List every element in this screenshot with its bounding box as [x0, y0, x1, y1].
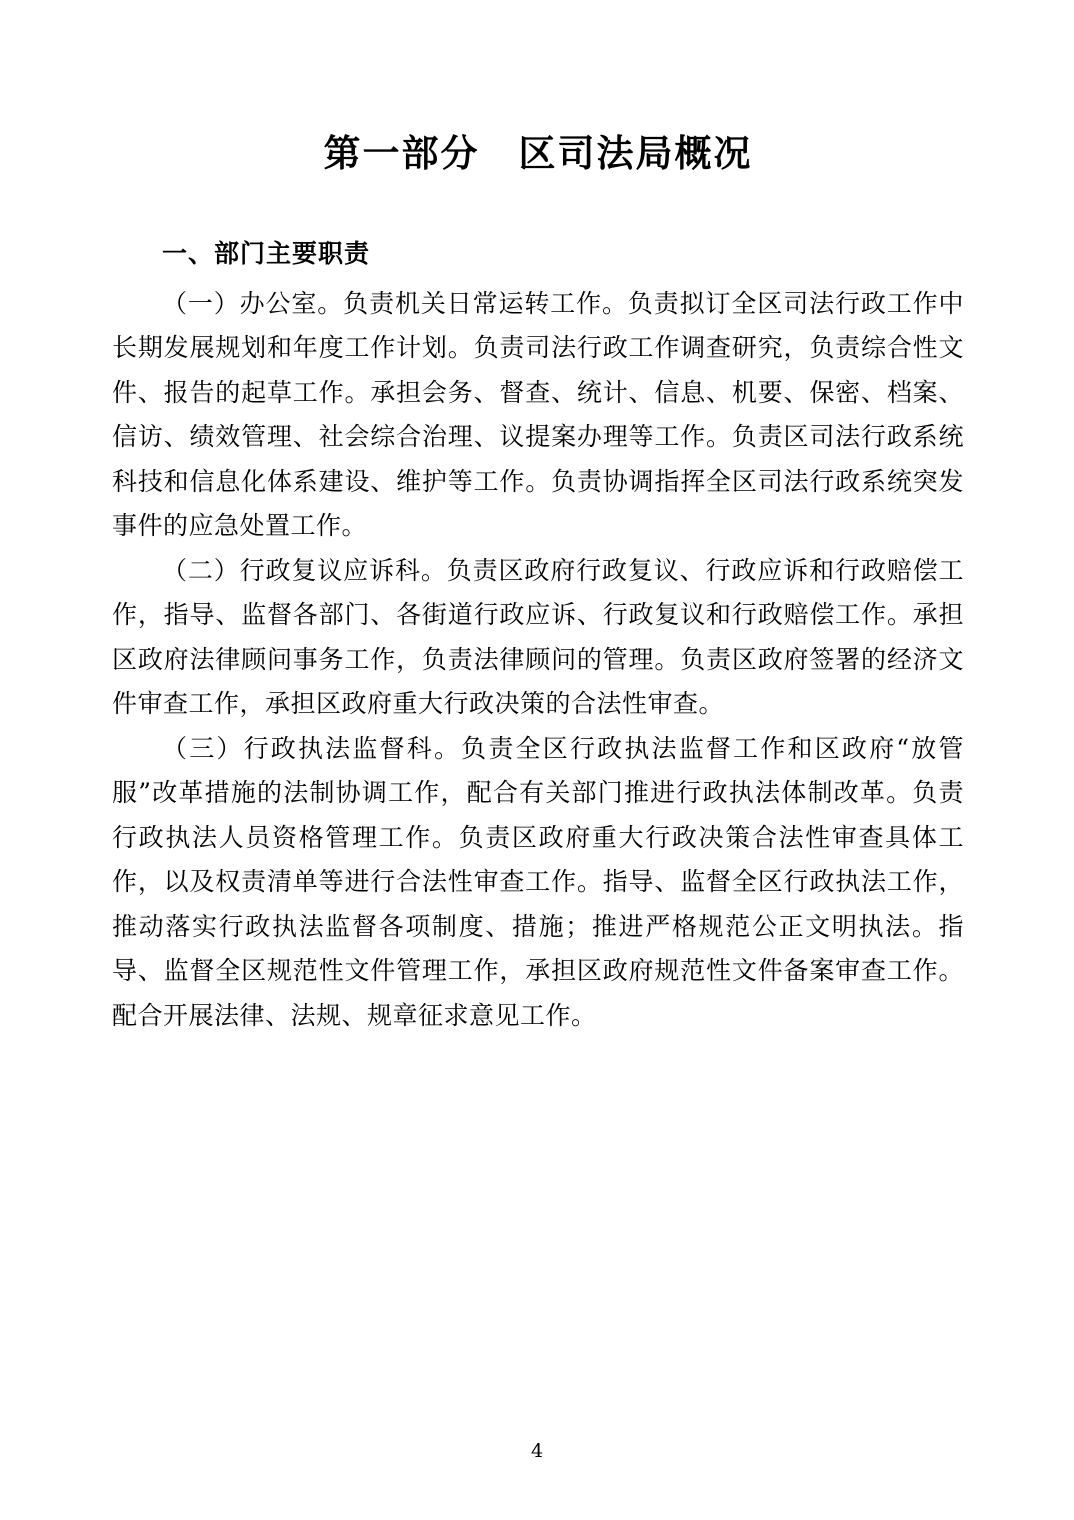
page-title: 第一部分 区司法局概况 — [323, 132, 753, 175]
page-content — [112, 128, 964, 1038]
paragraph-law-enforcement-supervision: （三）行政执法监督科。负责全区行政执法监督工作和区政府“放管服”改革措施的法制协调工作，配合有关部门推进行政执法体制改革。负责行政执法人员资格管理工作。负责区政府重大行政决策合法性审查具体工作，以及权责清单等进行合法性审查工作。指导、监督全区行政执法工作，推动落实行政执法监督各项制度、措施；推进严格规范公正文明执法。指导、监督全区规范性文件管理工作，承担区政府规范性文件备案审查工作。配合开展法律、法规、规章征求意见工作。 — [112, 733, 964, 1030]
paragraph-office: （一）办公室。负责机关日常运转工作。负责拟订全区司法行政工作中长期发展规划和年度工作计划。负责司法行政工作调查研究，负责综合性文件、报告的起草工作。承担会务、督查、统计、信息、机要、保密、档案、信访、绩效管理、社会综合治理、议提案办理等工作。负责区司法行政系统科技和信息化体系建设、维护等工作。负责协调指挥全区司法行政系统突发事件的应急处置工作。 — [112, 288, 964, 541]
page-number: 4 — [530, 1440, 544, 1462]
section-heading-duties: 一、部门主要职责 — [162, 238, 371, 268]
paragraph-administrative-review: （二）行政复议应诉科。负责区政府行政复议、行政应诉和行政赔偿工作，指导、监督各部门、各街道行政应诉、行政复议和行政赔偿工作。承担区政府法律顾问事务工作，负责法律顾问的管理。负责区政府签署的经济文件审查工作，承担区政府重大行政决策的合法性审查。 — [112, 555, 964, 719]
